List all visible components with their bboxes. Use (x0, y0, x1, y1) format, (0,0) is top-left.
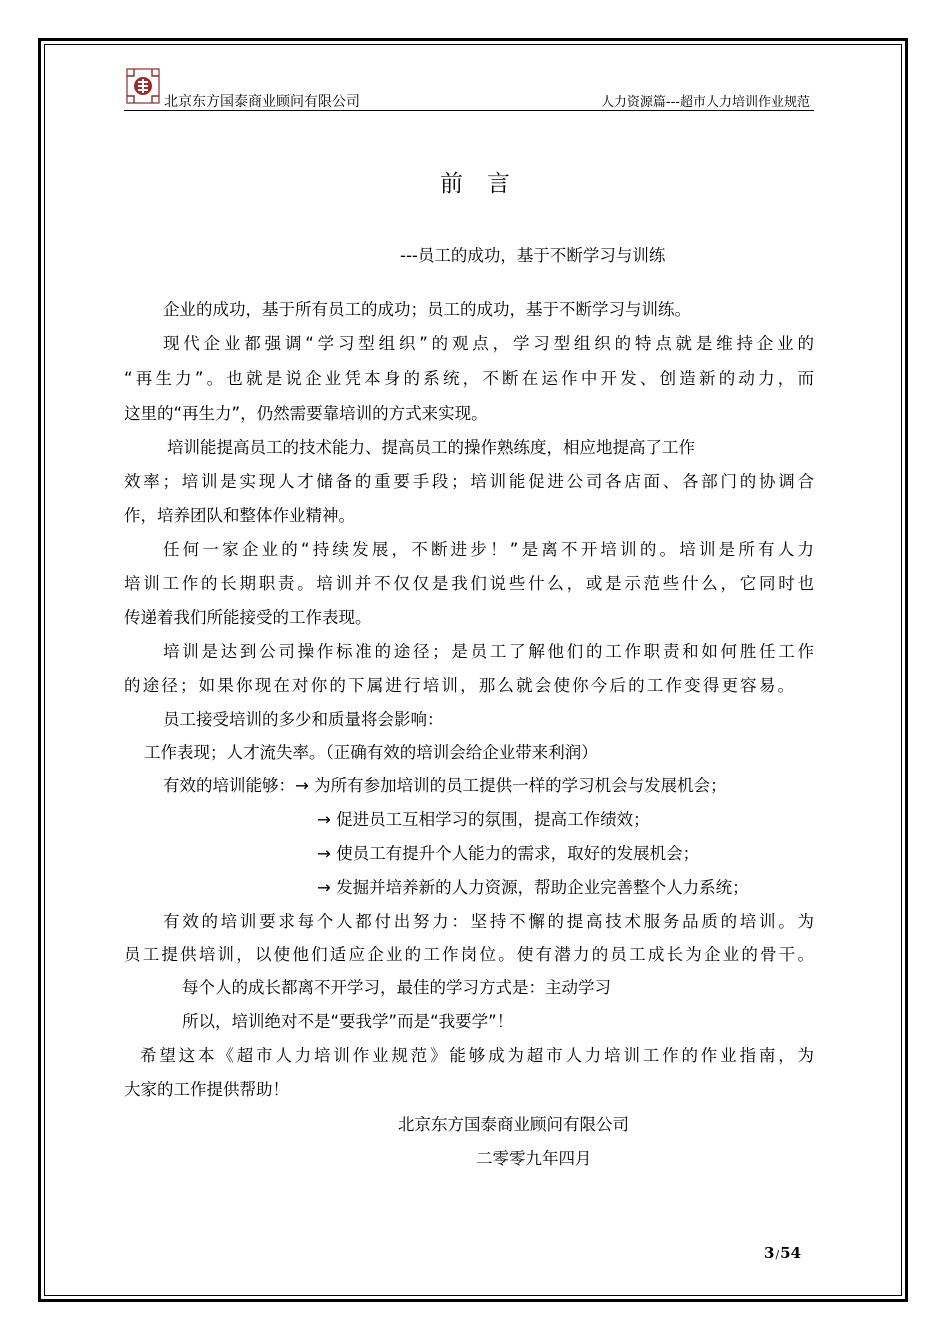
text-line: 员工提供培训，以使他们适应企业的工作岗位。使有潜力的员工成长为企业的骨干。 (124, 945, 814, 964)
text-line: 所以，培训绝对不是“要我学”而是“我要学”！ (182, 1012, 514, 1031)
text-line: 有效的培训要求每个人都付出努力：坚持不懈的提高技术服务品质的培训。为 (163, 912, 814, 931)
text-line: 有效的培训能够：→ 为所有参加培训的员工提供一样的学习机会与发展机会； (163, 776, 727, 795)
text-line: 每个人的成长都离不开学习，最佳的学习方式是：主动学习 (182, 978, 611, 997)
text-line: 任何一家企业的“持续发展，不断进步！”是离不开培训的。培训是所有人力 (163, 540, 814, 559)
page-header (124, 64, 814, 110)
text-line: → 促进员工互相学习的氛围，提高工作绩效； (317, 810, 650, 829)
text-line: → 发掘并培养新的人力资源，帮助企业完善整个人力系统； (317, 878, 749, 897)
company-logo-icon (126, 68, 160, 104)
page-separator: / (775, 1248, 780, 1261)
text-line: 的途径；如果你现在对你的下属进行培训，那么就会使你今后的工作变得更容易。 (124, 676, 794, 695)
page-frame-inner (44, 44, 902, 1296)
signature-company: 北京东方国泰商业顾问有限公司 (398, 1115, 629, 1134)
text-line: 工作表现；人才流失率。（正确有效的培训会给企业带来利润） (144, 743, 598, 762)
signature-date: 二零零九年四月 (476, 1149, 592, 1168)
text-line: 培训工作的长期职责。培训并不仅仅是我们说些什么，或是示范些什么，它同时也 (124, 574, 814, 593)
text-line: 企业的成功，基于所有员工的成功；员工的成功，基于不断学习与训练。 (163, 300, 691, 319)
text-line: 大家的工作提供帮助！ (124, 1080, 289, 1099)
text-line: 效率；培训是实现人才储备的重要手段；培训能促进公司各店面、各部门的协调合 (124, 472, 814, 491)
page-subtitle: ---员工的成功，基于不断学习与训练 (400, 246, 666, 265)
text-line: 传递着我们所能接受的工作表现。 (124, 608, 372, 627)
header-company-name: 北京东方国泰商业顾问有限公司 (164, 94, 360, 110)
text-line: 培训能提高员工的技术能力、提高员工的操作熟练度，相应地提高了工作 (167, 438, 695, 457)
header-document-title: 人力资源篇---超市人力培训作业规范 (600, 95, 810, 110)
text-line: → 使员工有提升个人能力的需求，取好的发展机会； (317, 844, 700, 863)
text-line: 这里的“再生力”，仍然需要靠培训的方式来实现。 (124, 404, 488, 423)
page-total: 54 (780, 1244, 802, 1262)
text-line: 现代企业都强调“学习型组织”的观点，学习型组织的特点就是维持企业的 (163, 334, 814, 353)
page-current: 3 (764, 1244, 775, 1262)
page-title: 前言 (440, 171, 534, 197)
text-line: 希望这本《超市人力培训作业规范》能够成为超市人力培训工作的作业指南，为 (140, 1046, 814, 1065)
text-line: 培训是达到公司操作标准的途径；是员工了解他们的工作职责和如何胜任工作 (163, 642, 814, 661)
header-divider (124, 110, 814, 111)
page-number (764, 1244, 801, 1262)
text-line: 员工接受培训的多少和质量将会影响： (163, 710, 444, 729)
text-line: “再生力”。也就是说企业凭本身的系统，不断在运作中开发、创造新的动力，而 (124, 369, 814, 388)
text-line: 作，培养团队和整体作业精神。 (124, 506, 355, 525)
